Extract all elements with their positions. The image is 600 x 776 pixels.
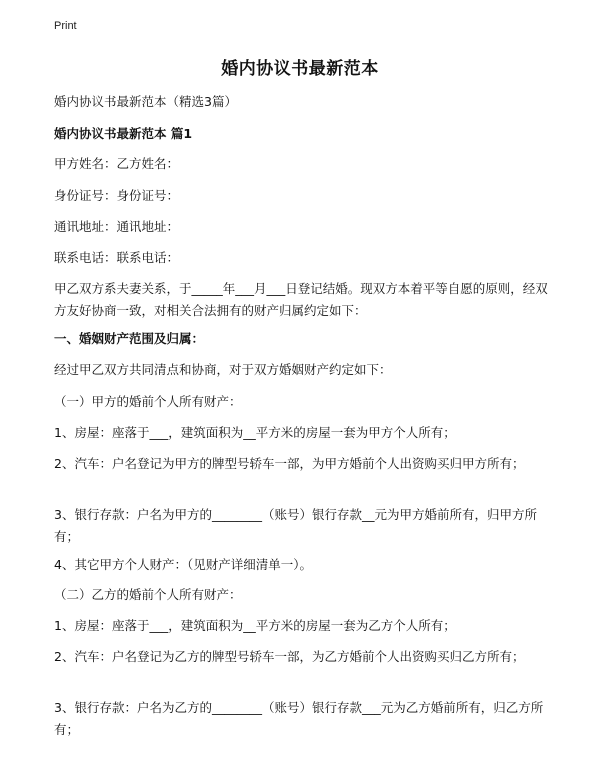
document-subtitle: 婚内协议书最新范本（精选3篇） [54, 94, 237, 109]
document-title: 婚内协议书最新范本 [221, 59, 379, 79]
party-b-item-house: 1、房屋：座落于___，建筑面积为__平方米的房屋一套为乙方个人所有； [54, 618, 456, 633]
party-b-item-car: 2、汽车：户名登记为乙方的牌型号轿车一部，为乙方婚前个人出资购买归乙方所有； [54, 649, 525, 664]
phone-field: 联系电话：联系电话： [54, 250, 180, 265]
name-field: 甲方姓名：乙方姓名： [54, 156, 180, 171]
party-b-item-bank: 3、银行存款：户名为乙方的________（账号）银行存款___元为乙方婚前所有，归乙方所有； [54, 700, 544, 737]
section-heading: 婚内协议书最新范本 篇1 [54, 126, 193, 141]
party-a-item-car: 2、汽车：户名登记为甲方的牌型号轿车一部，为甲方婚前个人出资购买归甲方所有； [54, 456, 525, 471]
part1-heading: 一、婚姻财产范围及归属： [54, 331, 205, 346]
address-field: 通讯地址：通讯地址： [54, 219, 180, 234]
party-a-heading: （一）甲方的婚前个人所有财产： [54, 394, 242, 409]
intro-paragraph: 甲乙双方系夫妻关系，于_____年___月___日登记结婚。现双方本着平等自愿的原则，经双方友好协商一致，对相关合法拥有的财产归属约定如下： [54, 281, 548, 318]
print-link[interactable]: Print [54, 20, 77, 32]
party-a-item-other: 4、其它甲方个人财产：（见财产详细清单一）。 [54, 557, 312, 572]
party-b-heading: （二）乙方的婚前个人所有财产： [54, 587, 242, 602]
party-a-item-bank: 3、银行存款：户名为甲方的________（账号）银行存款__元为甲方婚前所有，归甲方所有； [54, 507, 537, 544]
party-a-item-house: 1、房屋：座落于___，建筑面积为__平方米的房屋一套为甲方个人所有； [54, 425, 456, 440]
id-number-field: 身份证号：身份证号： [54, 188, 180, 203]
part1-intro: 经过甲乙双方共同清点和协商，对于双方婚姻财产约定如下： [54, 362, 392, 377]
